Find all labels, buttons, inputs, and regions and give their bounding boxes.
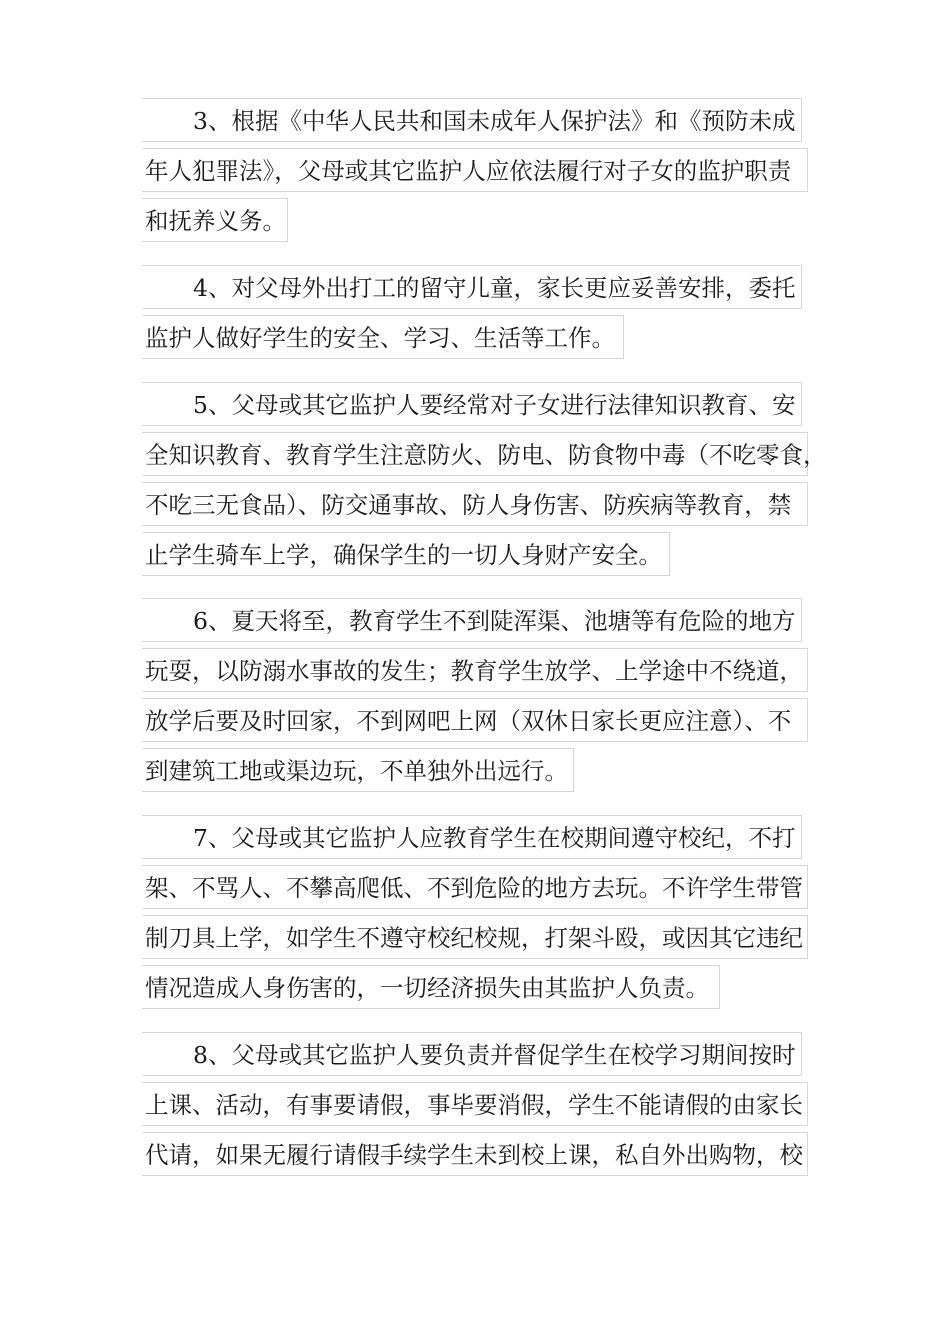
- paragraph-line: 6、夏天将至，教育学生不到陡浑渠、池塘等有危险的地方: [142, 598, 802, 642]
- paragraph-line: 玩耍，以防溺水事故的发生；教育学生放学、上学途中不绕道，: [142, 648, 808, 692]
- paragraph-line: 架、不骂人、不攀高爬低、不到危险的地方去玩。不许学生带管: [142, 865, 808, 909]
- paragraph-line: 3、根据《中华人民共和国未成年人保护法》和《预防未成: [142, 98, 802, 142]
- paragraph-line: 止学生骑车上学，确保学生的一切人身财产安全。: [142, 532, 670, 576]
- paragraph-line: 上课、活动，有事要请假，事毕要消假，学生不能请假的由家长: [142, 1082, 808, 1126]
- paragraph-line: 情况造成人身伤害的，一切经济损失由其监护人负责。: [142, 965, 720, 1009]
- paragraph-line: 不吃三无食品）、防交通事故、防人身伤害、防疾病等教育，禁: [142, 482, 808, 526]
- paragraph-line: 4、对父母外出打工的留守儿童，家长更应妥善安排，委托: [142, 265, 802, 309]
- paragraph-line: 和抚养义务。: [142, 198, 288, 242]
- paragraph-line: 5、父母或其它监护人要经常对子女进行法律知识教育、安: [142, 382, 802, 426]
- paragraph-line: 年人犯罪法》，父母或其它监护人应依法履行对子女的监护职责: [142, 148, 808, 192]
- paragraph-line: 7、父母或其它监护人应教育学生在校期间遵守校纪，不打: [142, 815, 802, 859]
- paragraph-line: 全知识教育、教育学生注意防火、防电、防食物中毒（不吃零食，: [142, 432, 808, 476]
- paragraph-line: 代请，如果无履行请假手续学生未到校上课，私自外出购物，校: [142, 1132, 808, 1176]
- paragraph-line: 制刀具上学，如学生不遵守校纪校规，打架斗殴，或因其它违纪: [142, 915, 808, 959]
- paragraph-line: 放学后要及时回家，不到网吧上网（双休日家长更应注意）、不: [142, 698, 808, 742]
- paragraph-line: 8、父母或其它监护人要负责并督促学生在校学习期间按时: [142, 1032, 802, 1076]
- paragraph-line: 监护人做好学生的安全、学习、生活等工作。: [142, 315, 624, 359]
- paragraph-line: 到建筑工地或渠边玩，不单独外出远行。: [142, 748, 574, 792]
